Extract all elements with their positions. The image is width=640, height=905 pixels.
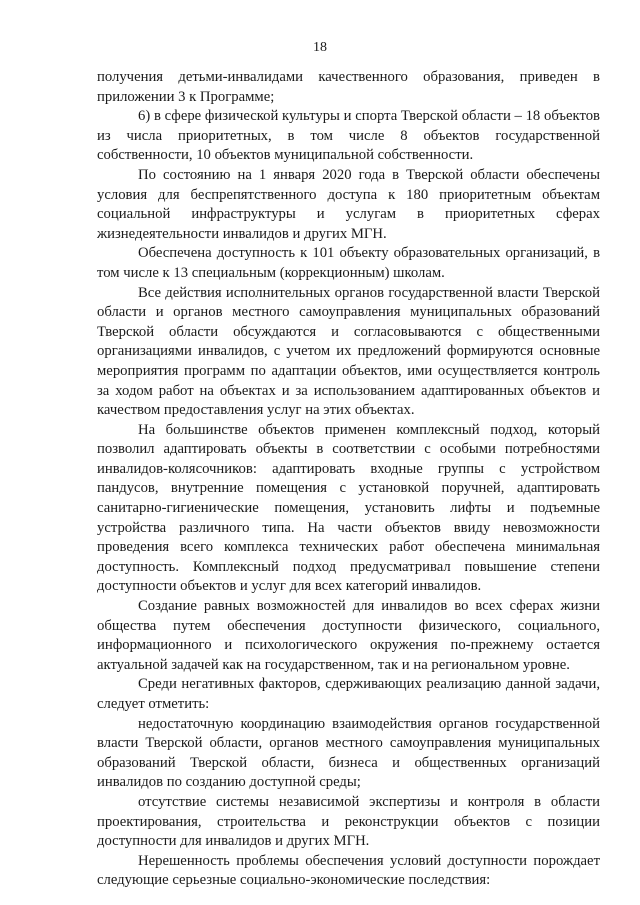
paragraph-8: Среди негативных факторов, сдерживающих реализацию данной задачи, следует отметить: [97, 676, 600, 712]
paragraph-1: получения детьми-инвалидами качественного образования, приведен в приложении 3 к Программе; [97, 69, 600, 105]
paragraph-3: По состоянию на 1 января 2020 года в Тверской области обеспечены условия для беспрепятственного доступа к 180 приоритетным объектам социальной инфраструктуры и услугам в приоритетных сферах жизнедеятельности инвалидов и других МГН. [97, 166, 600, 242]
paragraph-2: 6) в сфере физической культуры и спорта Тверской области – 18 объектов из числа приоритетных, в том числе 8 объектов государственной собственности, 10 объектов муниципальной собственности. [97, 108, 600, 164]
paragraph-6: На большинстве объектов применен комплексный подход, который позволил адаптировать объекты в соответствии с особыми потребностями инвалидов-колясочников: адаптировать входные группы с устройством пандусов, внутренние помещения с установкой поручней, адаптировать санитарно-гигиенические помещения, установить лифты и подъемные устройства различного типа. На части объектов ввиду невозможности проведения всего комплекса технических работ обеспечена минимальная доступность. Комплексный подход предусматривал повышение степени доступности объектов и услуг для всех категорий инвалидов. [97, 421, 600, 595]
paragraph-9: недостаточную координацию взаимодействия органов государственной власти Тверской области, органов местного самоуправления муниципальных образований Тверской области, бизнеса и общественных организаций инвалидов по созданию доступной среды; [97, 715, 600, 791]
paragraph-11: Нерешенность проблемы обеспечения условий доступности порождает следующие серьезные социально-экономические последствия: [97, 852, 600, 889]
paragraph-7: Создание равных возможностей для инвалидов во всех сферах жизни общества путем обеспечения доступности физического, социального, информационного и психологического окружения по-прежнему остается актуальной задачей как на государственном, так и на региональном уровне. [97, 598, 600, 673]
page-number: 18 [313, 40, 327, 55]
paragraph-4: Обеспечена доступность к 101 объекту образовательных организаций, в том числе к 13 специальным (коррекционным) школам. [97, 245, 600, 281]
document-body [97, 68, 600, 891]
paragraph-5: Все действия исполнительных органов государственной власти Тверской области и органов местного самоуправления муниципальных образований Тверской области обсуждаются и согласовываются с общественными организациями инвалидов, с учетом их предложений формируются основные мероприятия программ по адаптации объектов, ими осуществляется контроль за ходом работ на объектах и за использованием адаптированных объектов и качеством предоставления услуг на этих объектах. [97, 284, 600, 419]
paragraph-10: отсутствие системы независимой экспертизы и контроля в области проектирования, строительства и реконструкции объектов с позиции доступности для инвалидов и других МГН. [97, 793, 600, 850]
